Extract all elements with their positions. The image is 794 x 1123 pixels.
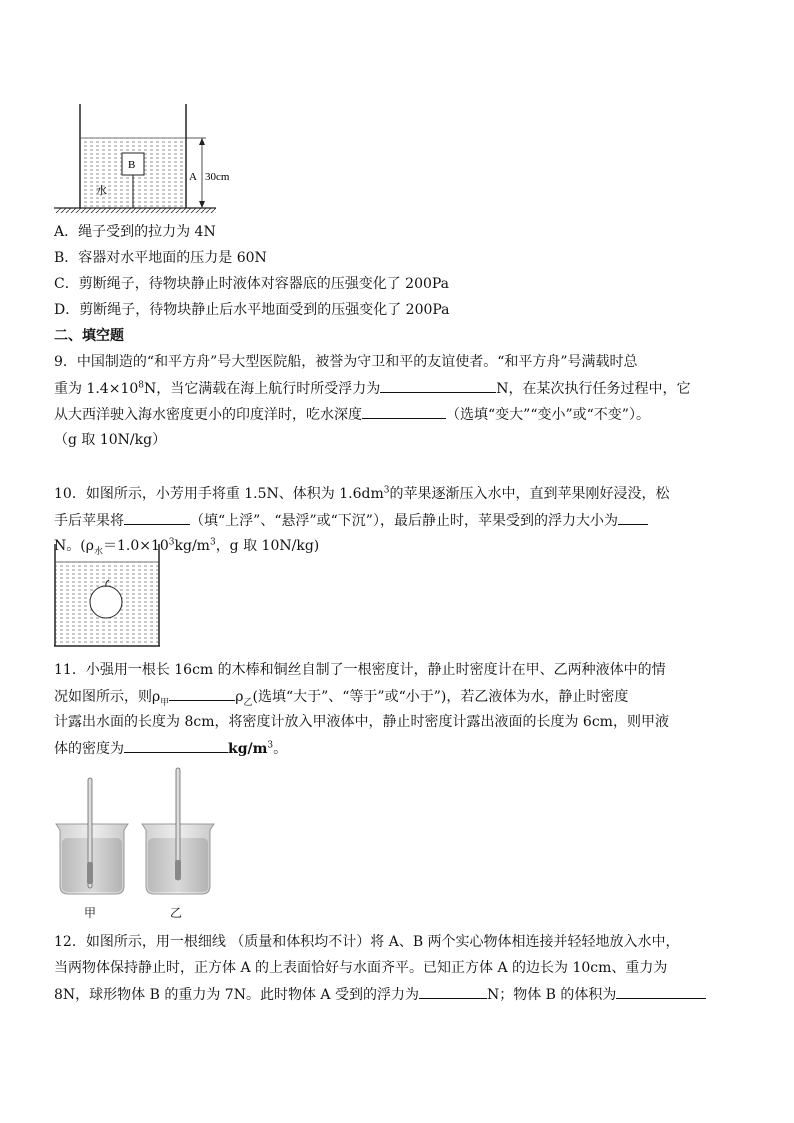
q9-line1: 9．中国制造的“和平方舟”号大型医院船，被誉为守卫和平的友谊使者。“和平方舟”号满载时总 (54, 354, 638, 370)
point-a-label: A (189, 171, 197, 183)
q10-blank-1[interactable] (124, 510, 190, 525)
q12-blank-2[interactable] (616, 984, 706, 999)
figure-block-in-water (54, 100, 254, 215)
figure-densimeters (54, 764, 224, 898)
q9-blank-1[interactable] (380, 378, 496, 393)
option-b: B．容器对水平地面的压力是 60N (54, 250, 267, 266)
q9-line3: 从大西洋驶入海水密度更小的印度洋时，吃水深度 （选填“变大”“变小”或“不变”）。 (54, 404, 650, 425)
option-c: C．剪断绳子，待物块静止时液体对容器底的压强变化了 200Pa (54, 276, 450, 292)
caption-yi: 乙 (170, 906, 183, 920)
q9-line4: （g 取 10N/kg） (54, 432, 167, 448)
section-title: 二、填空题 (54, 328, 124, 344)
q11-blank-2[interactable] (124, 738, 228, 753)
height-label: 30cm (205, 171, 230, 183)
q10-line1: 10．如图所示，小芳用手将重 1.5N、体积为 $1.6dm^3$的苹果逐渐压入水中，直到苹果刚好浸没，松 (54, 485, 670, 502)
q11-blank-1[interactable] (169, 686, 235, 701)
q10-blank-2[interactable] (618, 510, 648, 525)
q10-line2: 手后苹果将 （填“上浮”、“悬浮”或“下沉”），最后静止时，苹果受到的浮力大小为 (54, 510, 648, 531)
caption-jia: 甲 (84, 906, 97, 920)
figure-apple-in-water (54, 544, 164, 648)
q12-line1: 12．如图所示，用一根细线 （质量和体积均不计）将 A、B 两个实心物体相连接并轻轻地放入水中， (54, 934, 680, 950)
q11-line3: 计露出水面的长度为 8cm，将密度计放入甲液体中，静止时密度计露出液面的长度为 6cm，则甲液 (54, 714, 669, 730)
q10-line3: N。($\rho_水=1.0\times 10^3kg/m^3$，g 取 10N/kg) (54, 537, 320, 557)
q12-blank-1[interactable] (419, 984, 487, 999)
q12-line3: 8N，球形物体 B 的重力为 7N。此时物体 A 受到的浮力为 N；物体 B 的体积为 (54, 984, 706, 1005)
option-d: D．剪断绳子，待物块静止后水平地面受到的压强变化了 200Pa (54, 302, 450, 318)
beaker-yi (142, 768, 214, 894)
block-b-label: B (128, 159, 136, 171)
q11-line4: 体的密度为 $kg/m^3$。 (54, 738, 287, 759)
q9-blank-2[interactable] (362, 404, 446, 419)
q11-line1: 11．小强用一根长 16cm 的木棒和铜丝自制了一根密度计，静止时密度计在甲、乙两种液体中的情 (54, 662, 666, 678)
beaker-jia (56, 778, 128, 894)
option-a: A．绳子受到的拉力为 4N (54, 224, 216, 240)
water-label: 水 (96, 184, 107, 197)
q11-line2: 况如图所示，则$\rho_甲$ $\rho_乙$(选填“大于”、“等于”或“小于”)，若乙液体为水，静止时密度 (54, 686, 628, 707)
q9-line2: 重为 $1.4\times 10^8N$，当它满载在海上航行时所受浮力为 N，在某次执行任务过程中，它 (54, 378, 691, 399)
q12-line2: 当两物体保持静止时，正方体 A 的上表面恰好与水面齐平。已知正方体 A 的边长为 10cm、重力为 (54, 960, 668, 976)
